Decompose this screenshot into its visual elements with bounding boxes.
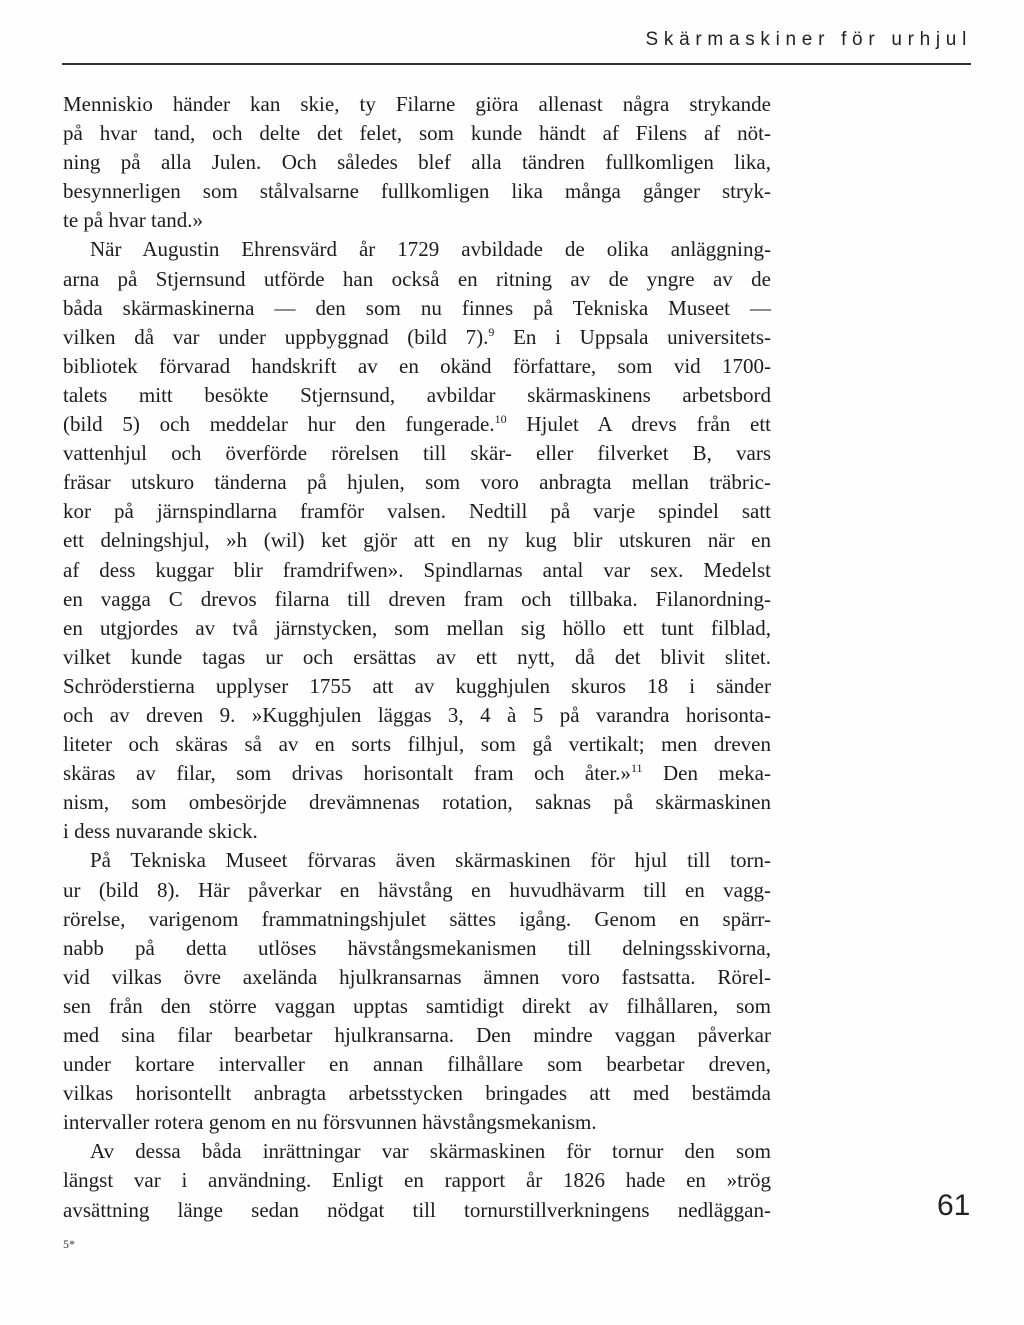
text-line: sen från den större vaggan upptas samtidigt direkt av filhållaren, som	[63, 993, 771, 1018]
text-line: fräsar utskuro tänderna på hjulen, som voro anbragta mellan träbric-	[63, 470, 771, 495]
text-line: liteter och skäras så av en sorts filhjul, som gå vertikalt; men dreven	[63, 732, 771, 757]
text-fragment: skäras av filar, som drivas horisontalt fram och åter.»	[63, 761, 631, 786]
text-line: med sina filar bearbetar hjulkransarna. Den mindre vaggan påverkar	[63, 1023, 771, 1047]
text-line: te på hvar tand.»	[63, 208, 203, 233]
text-line: en utgjordes av två järnstycken, som mellan sig höllo ett tunt filblad,	[63, 615, 771, 640]
text-line: besynnerligen som stålvalsarne fullkomligen lika många gånger stryk-	[63, 179, 771, 204]
text-line: ett delningshjul, »h (wil) ket gjör att en ny kug blir utskuren när en	[63, 528, 771, 553]
text-fragment: Hjulet A drevs från ett	[506, 412, 771, 437]
text-line: af dess kuggar blir framdrifwen». Spindlarnas antal var sex. Medelst	[63, 557, 771, 582]
footnote-marker: 11	[630, 761, 643, 776]
text-fragment: (bild 5) och meddelar hur den fungerade.	[63, 412, 495, 437]
text-line: Menniskio händer kan skie, ty Filarne giöra allenast några strykande	[63, 92, 771, 116]
text-fragment: En i Uppsala universitets-	[494, 324, 771, 349]
text-line: båda skärmaskinerna — den som nu finnes på Tekniska Museet —	[63, 295, 771, 320]
text-line: nabb på detta utlöses hävstångsmekanismen till delningsskivorna,	[63, 935, 771, 960]
text-line: och av dreven 9. »Kugghjulen läggas 3, 4 à 5 på varandra horisonta-	[63, 702, 771, 727]
footnote-marker: 10	[494, 412, 507, 427]
text-line: ur (bild 8). Här påverkar en hävstång en huvudhävarm till en vagg-	[63, 877, 771, 902]
running-head: Skärmaskiner för urhjul	[645, 29, 972, 50]
text-line: på hvar tand, och delte det felet, som kunde händt af Filens af nöt-	[63, 121, 771, 146]
text-fragment: vilken då var under uppbyggnad (bild 7).	[63, 324, 489, 349]
text-line: Schröderstierna upplyser 1755 att av kugghjulen skuros 18 i sänder	[63, 673, 771, 698]
text-line: ning på alla Julen. Och således blef alla tändren fullkomligen lika,	[63, 150, 771, 175]
text-line: avsättning länge sedan nödgat till tornurstillverkningens nedläggan-	[63, 1197, 771, 1222]
text-line: kor på järnspindlarna framför valsen. Nedtill på varje spindel satt	[63, 499, 771, 524]
text-line: vilkas horisontellt anbragta arbetsstycken bringades att med bestämda	[63, 1081, 771, 1106]
text-line: vid vilkas övre axelända hjulkransarnas ämnen voro fastsatta. Rörel-	[63, 964, 771, 989]
text-line: bibliotek förvarad handskrift av en okänd författare, som vid 1700-	[63, 353, 771, 378]
footnote-marker: 9	[488, 324, 495, 339]
signature-mark: 5*	[63, 1237, 75, 1251]
text-line: vilket kunde tagas ur och ersättas av ett nytt, då det blivit slitet.	[63, 644, 771, 669]
text-line: talets mitt besökte Stjernsund, avbildar skärmaskinens arbetsbord	[63, 382, 771, 407]
text-line: Av dessa båda inrättningar var skärmaskinen för tornur den som	[90, 1139, 771, 1164]
text-line	[63, 323, 771, 352]
text-line	[63, 759, 771, 788]
header-rule	[62, 63, 971, 65]
text-line: rörelse, varigenom frammatningshjulet sättes igång. Genom en spärr-	[63, 906, 771, 931]
text-line: arna på Stjernsund utförde han också en ritning av de yngre av de	[63, 266, 771, 291]
text-line: en vagga C drevos filarna till dreven fram och tillbaka. Filanordning-	[63, 586, 771, 611]
text-line: På Tekniska Museet förvaras även skärmaskinen för hjul till torn-	[90, 848, 771, 873]
text-line: i dess nuvarande skick.	[63, 819, 258, 844]
text-line: under kortare intervaller en annan filhållare som bearbetar dreven,	[63, 1052, 771, 1077]
body-text	[63, 90, 771, 1225]
text-line	[63, 410, 771, 439]
text-line: vattenhjul och överförde rörelsen till skär- eller filverket B, vars	[63, 441, 771, 466]
text-line: intervaller rotera genom en nu försvunnen hävstångsmekanism.	[63, 1110, 597, 1135]
page-number: 61	[937, 1189, 971, 1222]
text-fragment: Den meka-	[642, 761, 771, 786]
text-line: nism, som ombesörjde drevämnenas rotation, saknas på skärmaskinen	[63, 790, 771, 815]
text-line: längst var i användning. Enligt en rapport år 1826 hade en »trög	[63, 1168, 771, 1193]
text-line: När Augustin Ehrensvärd år 1729 avbildade de olika anläggning-	[90, 237, 771, 262]
